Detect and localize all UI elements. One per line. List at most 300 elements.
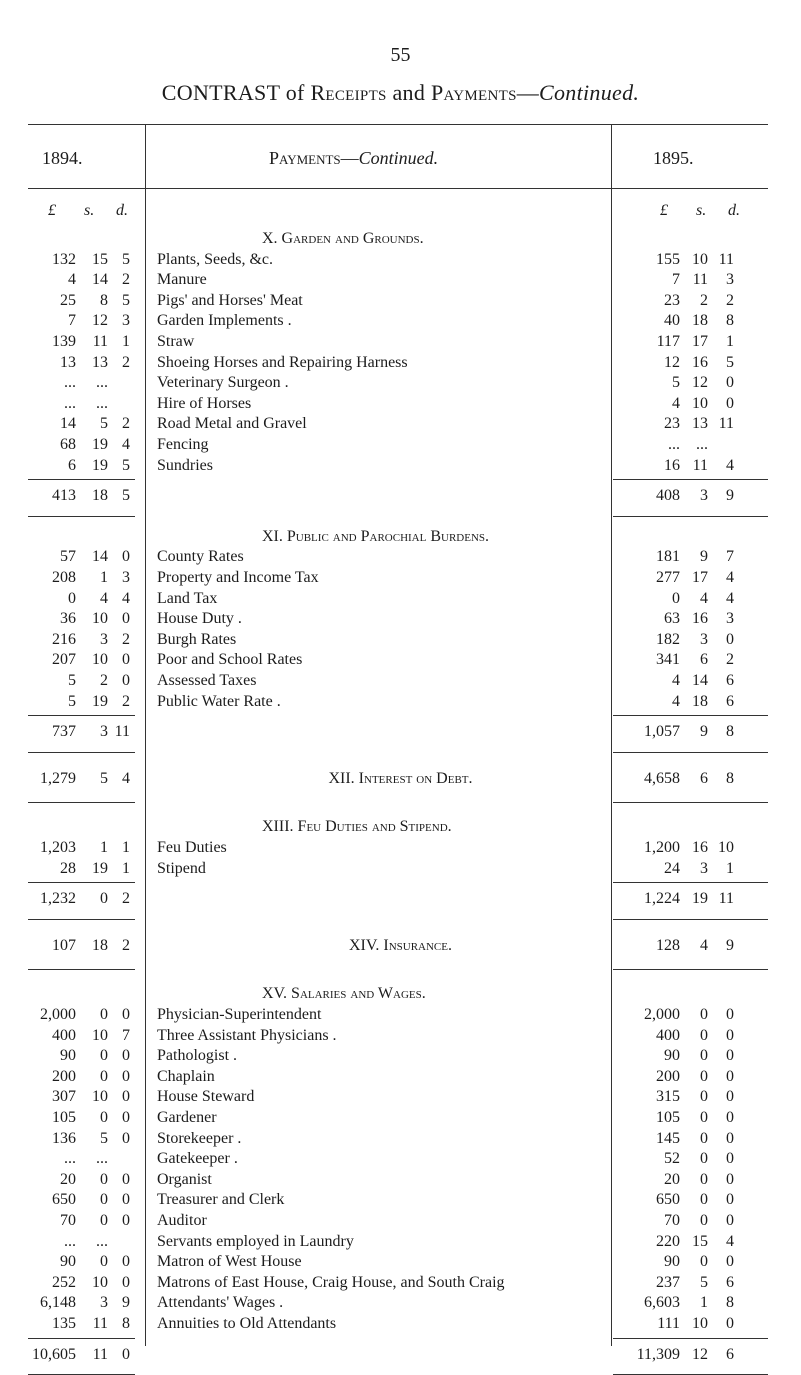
total-1894-pence: 5 [122, 487, 130, 505]
row-1894-shillings: 1 [100, 569, 108, 586]
total-1895-shillings: 19 [692, 890, 708, 908]
section-title: XII. Interest on Debt. [328, 769, 473, 787]
row-1894-shillings: 10 [92, 1026, 108, 1044]
row-1894-pence: 5 [122, 456, 130, 474]
total-1894-pounds: 413 [52, 487, 76, 505]
row-label: Stipend [157, 859, 206, 877]
total-rule-1895 [613, 802, 768, 803]
row-1895-pounds: 90 [664, 1047, 680, 1065]
total-rule-1894 [28, 969, 135, 970]
total-rule-1895 [613, 969, 768, 970]
row-1894-pence: 7 [122, 1026, 130, 1044]
row-label: Manure [157, 271, 207, 289]
row-label: Storekeeper . [157, 1129, 242, 1147]
row-1895-pounds: 16 [664, 456, 680, 474]
row-1894-pounds: 6,148 [40, 1294, 76, 1312]
row-1894-shillings: 0 [100, 1006, 108, 1023]
section-title: XV. Salaries and Wages. [262, 985, 426, 1003]
row-1894-pence: 3 [122, 312, 130, 330]
page-title: CONTRAST of Receipts and Payments—Continued. [161, 80, 640, 105]
row-label: Servants employed in Laundry [157, 1232, 354, 1250]
row-1894-pounds: 400 [52, 1026, 76, 1044]
row-1894-pence: 4 [122, 436, 130, 453]
row-1895-shillings: 16 [692, 839, 708, 856]
row-1895-shillings: 18 [692, 692, 708, 710]
row-1895-pence: 0 [726, 1006, 734, 1023]
row-1895-shillings: 5 [700, 1273, 708, 1291]
row-1895-pounds: 4 [672, 672, 680, 689]
row-1894-shillings: 5 [100, 1129, 108, 1147]
row-1894-shillings: 8 [100, 291, 108, 309]
row-1895-pence: 0 [726, 394, 734, 412]
row-label: Land Tax [157, 589, 218, 607]
row-1895-pence: 2 [726, 651, 734, 669]
row-1894-shillings: ... [96, 374, 108, 392]
row-1895-pence: 0 [726, 1026, 734, 1044]
row-1894-shillings: 1 [100, 839, 108, 856]
section-title: XI. Public and Parochial Burdens. [262, 527, 490, 545]
section-title: X. Garden and Grounds. [262, 230, 424, 247]
total-rule-1894 [28, 479, 135, 480]
row-1894-pence: 0 [122, 1109, 130, 1126]
row-1894-pounds: 132 [52, 250, 76, 268]
total-1895-shillings: 12 [692, 1345, 708, 1363]
row-1895-pounds: 400 [656, 1026, 680, 1044]
total-1895-pounds: 408 [656, 487, 680, 505]
row-1894-pounds: 105 [52, 1109, 76, 1126]
row-1894-shillings: ... [96, 394, 108, 412]
row-1894-shillings: 11 [92, 333, 108, 350]
row-1895-pence: 0 [726, 1253, 734, 1271]
row-1895-pounds: 155 [656, 250, 680, 268]
row-1894-shillings: 14 [92, 548, 108, 566]
row-1895-pence: 0 [726, 630, 734, 648]
row-1895-shillings: 10 [692, 394, 708, 412]
row-1895-shillings: 0 [700, 1109, 708, 1126]
total-1894-shillings: 5 [100, 769, 108, 787]
row-1895-pounds: 5 [672, 374, 680, 392]
header-1894: 1894. [42, 148, 83, 168]
row-1895-pence: 0 [726, 1047, 734, 1065]
row-1895-shillings: 2 [700, 291, 708, 309]
row-1894-pence: 8 [122, 1315, 130, 1332]
total-rule-1894 [28, 882, 135, 883]
row-1895-pounds: 24 [664, 859, 680, 877]
row-label: Shoeing Horses and Repairing Harness [157, 353, 408, 371]
row-1894-shillings: 0 [100, 1212, 108, 1229]
row-1894-pence: 1 [122, 839, 130, 856]
row-1895-pence: 6 [726, 692, 734, 710]
left-pound-label: £ [48, 202, 56, 219]
row-label: House Steward [157, 1088, 255, 1106]
total-1895-pence: 8 [726, 723, 734, 741]
row-1894-shillings: ... [96, 1150, 108, 1168]
row-1895-pence: 0 [726, 1315, 734, 1332]
total-rule-1895 [613, 1338, 768, 1339]
row-label: Plants, Seeds, &c. [157, 250, 273, 268]
row-1895-shillings: 3 [700, 859, 708, 877]
row-1894-pounds: 57 [60, 548, 76, 566]
row-label: Auditor [157, 1212, 207, 1229]
row-1895-pounds: 277 [656, 569, 680, 586]
row-1895-pence: 0 [726, 1067, 734, 1085]
row-1895-shillings: 15 [692, 1232, 708, 1250]
row-1895-shillings: 18 [692, 312, 708, 330]
row-1894-pounds: 90 [60, 1047, 76, 1065]
row-1895-pounds: 23 [664, 291, 680, 309]
row-1895-pounds: 237 [656, 1273, 680, 1291]
row-1895-pence: 1 [726, 859, 734, 877]
row-1894-pence: 9 [122, 1294, 130, 1312]
right-shilling-label: s. [696, 202, 707, 219]
row-1895-pence: 0 [726, 1191, 734, 1209]
total-1895-pence: 9 [726, 487, 734, 505]
row-1894-pence: 4 [122, 589, 130, 607]
row-1894-shillings: 3 [100, 630, 108, 648]
header-rule [28, 188, 768, 189]
row-label: Treasurer and Clerk [157, 1191, 285, 1209]
row-1894-pounds: 5 [68, 692, 76, 710]
total-1894-pence: 2 [122, 936, 130, 954]
row-1894-pounds: ... [64, 374, 76, 392]
total-1894-pence: 0 [122, 1345, 130, 1363]
row-label: Chaplain [157, 1067, 215, 1085]
row-1894-shillings: 0 [100, 1191, 108, 1209]
row-label: Gardener [157, 1109, 217, 1126]
total-1895-pounds: 11,309 [636, 1345, 680, 1363]
row-1895-pence: 4 [726, 589, 734, 607]
row-1894-shillings: 12 [92, 312, 108, 330]
row-1895-shillings: 3 [700, 630, 708, 648]
row-1894-shillings: 0 [100, 1253, 108, 1271]
total-rule-1894 [28, 516, 135, 517]
row-1895-pounds: 117 [656, 333, 680, 350]
row-1894-pounds: 135 [52, 1315, 76, 1332]
total-rule-1895 [613, 516, 768, 517]
row-label: Assessed Taxes [157, 672, 257, 689]
header-1895: 1895. [653, 148, 694, 168]
row-1894-pence: 0 [122, 651, 130, 669]
row-1894-pence: 1 [122, 859, 130, 877]
row-1895-pounds: 52 [664, 1150, 680, 1168]
row-1894-shillings: 0 [100, 1170, 108, 1188]
total-1894-shillings: 0 [100, 890, 108, 908]
row-label: Organist [157, 1170, 212, 1188]
row-1895-pence: 4 [726, 456, 734, 474]
row-1895-shillings: 13 [692, 415, 708, 433]
row-label: Gatekeeper . [157, 1150, 238, 1168]
row-1895-shillings: 11 [692, 456, 708, 474]
row-1895-shillings: 16 [692, 610, 708, 628]
row-1894-pounds: 1,203 [40, 839, 76, 856]
row-1895-shillings: 10 [692, 250, 708, 268]
row-1895-pounds: 4 [672, 394, 680, 412]
row-1894-shillings: 0 [100, 1067, 108, 1085]
row-1894-shillings: 15 [92, 250, 108, 268]
total-1895-pounds: 128 [656, 936, 680, 954]
row-label: Straw [157, 333, 195, 350]
row-label: Property and Income Tax [157, 569, 319, 586]
row-1895-pence: 0 [726, 1129, 734, 1147]
row-label: Three Assistant Physicians . [157, 1026, 337, 1044]
left-shilling-label: s. [84, 202, 95, 219]
row-1894-pence: 0 [122, 1129, 130, 1147]
row-1894-pence: 2 [122, 692, 130, 710]
row-1894-shillings: 10 [92, 1273, 108, 1291]
row-1894-pounds: 25 [60, 291, 76, 309]
row-1895-pounds: 200 [656, 1067, 680, 1085]
row-1895-shillings: 0 [700, 1212, 708, 1229]
row-1894-shillings: 19 [92, 859, 108, 877]
right-pound-label: £ [660, 202, 668, 219]
row-1894-pounds: 7 [68, 312, 76, 330]
row-1894-shillings: 19 [92, 692, 108, 710]
row-1894-shillings: 11 [92, 1315, 108, 1332]
total-1895-pounds: 4,658 [644, 769, 680, 787]
total-1894-pence: 4 [122, 769, 130, 787]
row-1894-shillings: 10 [92, 651, 108, 669]
header-payments: Payments—Continued. [269, 148, 439, 168]
total-1895-pence: 6 [726, 1345, 734, 1363]
row-label: Veterinary Surgeon . [157, 374, 289, 392]
total-1894-pounds: 737 [52, 723, 76, 741]
row-1894-pence: 3 [122, 569, 130, 586]
row-1895-pence: 7 [726, 548, 734, 566]
row-1895-pence: 8 [726, 312, 734, 330]
row-1895-pence: 0 [726, 1212, 734, 1229]
row-1894-pounds: 252 [52, 1273, 76, 1291]
total-1894-shillings: 18 [92, 936, 108, 954]
row-1895-pounds: 2,000 [644, 1006, 680, 1023]
row-label: Pigs' and Horses' Meat [157, 291, 303, 309]
row-1894-pence: 2 [122, 415, 130, 433]
row-1894-pounds: 307 [52, 1088, 76, 1106]
row-1895-shillings: 10 [692, 1315, 708, 1332]
row-1895-pence: 3 [726, 271, 734, 289]
total-1895-pence: 9 [726, 936, 734, 954]
row-label: County Rates [157, 548, 244, 566]
row-1895-shillings: 0 [700, 1150, 708, 1168]
row-1895-pence: 0 [726, 1150, 734, 1168]
row-1895-shillings: 9 [700, 548, 708, 566]
row-label: Feu Duties [157, 839, 227, 856]
row-1894-pounds: 216 [52, 630, 76, 648]
row-1895-shillings: 0 [700, 1191, 708, 1209]
row-1895-shillings: 14 [692, 672, 708, 689]
row-label: Annuities to Old Attendants [157, 1315, 337, 1332]
row-1895-shillings: 0 [700, 1026, 708, 1044]
total-rule-1894 [28, 919, 135, 920]
row-1894-pence: 0 [122, 1088, 130, 1106]
row-1895-shillings: 0 [700, 1253, 708, 1271]
row-1895-shillings: ... [696, 436, 708, 453]
total-1894-pounds: 1,279 [40, 769, 76, 787]
row-1895-pounds: 341 [656, 651, 680, 669]
row-1894-shillings: 4 [100, 589, 108, 607]
row-1894-shillings: 0 [100, 1109, 108, 1126]
row-1894-pounds: 6 [68, 456, 76, 474]
total-1894-pence: 2 [122, 890, 130, 908]
row-1895-pounds: 70 [664, 1212, 680, 1229]
total-1895-shillings: 9 [700, 723, 708, 741]
row-1895-pounds: 12 [664, 353, 680, 371]
row-1894-pence: 0 [122, 1191, 130, 1209]
row-1895-pounds: ... [668, 436, 680, 453]
total-rule-1895 [613, 919, 768, 920]
row-1895-shillings: 17 [692, 569, 708, 586]
row-1894-pounds: 28 [60, 859, 76, 877]
row-1895-pounds: 4 [672, 692, 680, 710]
total-1894-shillings: 3 [100, 723, 108, 741]
row-1894-shillings: 13 [92, 353, 108, 371]
row-label: Garden Implements . [157, 312, 292, 330]
row-1894-pounds: 200 [52, 1067, 76, 1085]
row-1895-pence: 1 [726, 333, 734, 350]
row-1895-shillings: 12 [692, 374, 708, 392]
row-1895-pence: 0 [726, 374, 734, 392]
row-1895-pence: 4 [726, 1232, 734, 1250]
total-rule-1895 [613, 479, 768, 480]
row-1894-pence: 2 [122, 630, 130, 648]
row-1894-pounds: 14 [60, 415, 76, 433]
row-1894-shillings: 0 [100, 1047, 108, 1065]
row-1895-shillings: 0 [700, 1067, 708, 1085]
section-title: XIII. Feu Duties and Stipend. [262, 818, 452, 836]
total-1895-shillings: 3 [700, 487, 708, 505]
row-1894-pounds: ... [64, 394, 76, 412]
total-rule-1894 [28, 752, 135, 753]
row-1894-pence: 0 [122, 1212, 130, 1229]
page-number: 55 [390, 44, 411, 66]
row-1894-shillings: 19 [92, 456, 108, 474]
row-label: Matron of West House [157, 1253, 302, 1271]
row-label: Burgh Rates [157, 630, 237, 648]
row-1894-pounds: 650 [52, 1191, 76, 1209]
row-1895-pounds: 182 [656, 630, 680, 648]
row-1894-pounds: 207 [52, 651, 76, 669]
row-1894-pounds: 136 [52, 1129, 76, 1147]
row-1894-pounds: ... [64, 1150, 76, 1168]
row-1895-pence: 2 [726, 291, 734, 309]
row-1894-pence: 0 [122, 1067, 130, 1085]
row-1894-pence: 0 [122, 1273, 130, 1291]
row-1895-pounds: 7 [672, 271, 680, 289]
total-1894-pounds: 107 [52, 936, 76, 954]
row-1895-pence: 10 [718, 839, 734, 856]
row-1895-pence: 5 [726, 353, 734, 371]
left-divider [145, 124, 146, 1346]
total-rule-1895 [613, 752, 768, 753]
row-1895-pounds: 220 [656, 1232, 680, 1250]
row-1895-pence: 6 [726, 672, 734, 689]
row-1895-pounds: 0 [672, 589, 680, 607]
total-1894-pounds: 10,605 [32, 1345, 76, 1363]
row-1895-pounds: 6,603 [644, 1294, 680, 1312]
row-1895-shillings: 0 [700, 1129, 708, 1147]
row-1894-pence: 0 [122, 610, 130, 628]
row-1894-shillings: ... [96, 1232, 108, 1250]
total-1894-shillings: 18 [92, 487, 108, 505]
row-1895-pence: 3 [726, 610, 734, 628]
row-label: Matrons of East House, Craig House, and South Craig [157, 1273, 505, 1291]
total-rule-1895 [613, 715, 768, 716]
row-1895-pounds: 20 [664, 1170, 680, 1188]
row-label: Attendants' Wages . [157, 1294, 284, 1312]
right-pence-label: d. [728, 202, 740, 219]
row-1894-pence: 1 [122, 333, 130, 350]
row-1895-pounds: 145 [656, 1129, 680, 1147]
section-title: XIV. Insurance. [349, 936, 452, 954]
total-1895-pounds: 1,224 [644, 890, 680, 908]
total-1894-shillings: 11 [92, 1345, 108, 1363]
row-1895-pounds: 111 [657, 1315, 680, 1332]
total-1895-pounds: 1,057 [644, 723, 680, 741]
row-1894-pounds: 70 [60, 1212, 76, 1229]
total-1895-pence: 8 [726, 769, 734, 787]
row-1895-shillings: 1 [700, 1294, 708, 1312]
total-rule-1894 [28, 802, 135, 803]
row-1894-pounds: ... [64, 1232, 76, 1250]
row-1894-pounds: 2,000 [40, 1006, 76, 1023]
row-1894-shillings: 19 [92, 436, 108, 453]
row-1895-pence: 4 [726, 569, 734, 586]
row-1895-shillings: 0 [700, 1047, 708, 1065]
row-1894-shillings: 14 [92, 271, 108, 289]
row-1894-pounds: 90 [60, 1253, 76, 1271]
row-1894-pence: 5 [122, 250, 130, 268]
row-1894-pence: 2 [122, 271, 130, 289]
row-label: Public Water Rate . [157, 692, 281, 710]
total-1894-pence: 11 [114, 723, 130, 741]
row-1895-pounds: 315 [656, 1088, 680, 1106]
row-1894-shillings: 10 [92, 610, 108, 628]
row-1895-shillings: 0 [700, 1170, 708, 1188]
row-1894-pounds: 139 [52, 333, 76, 350]
row-1894-shillings: 3 [100, 1294, 108, 1312]
row-1895-pence: 11 [718, 415, 734, 433]
row-1894-pence: 2 [122, 353, 130, 371]
row-1895-pounds: 23 [664, 415, 680, 433]
total-rule-1894 [28, 1338, 135, 1339]
row-1895-shillings: 0 [700, 1088, 708, 1106]
row-1895-pounds: 90 [664, 1253, 680, 1271]
row-1894-pounds: 4 [68, 271, 76, 289]
row-label: House Duty . [157, 610, 242, 628]
row-1895-pence: 6 [726, 1273, 734, 1291]
row-1895-shillings: 17 [692, 333, 708, 350]
total-1894-pounds: 1,232 [40, 890, 76, 908]
row-label: Sundries [157, 456, 213, 474]
row-label: Pathologist . [157, 1047, 238, 1065]
row-1894-pounds: 36 [60, 610, 76, 628]
row-1895-pounds: 63 [664, 610, 680, 628]
total-rule-1895 [613, 882, 768, 883]
row-1895-pounds: 181 [656, 548, 680, 566]
row-1895-shillings: 11 [692, 271, 708, 289]
row-label: Fencing [157, 436, 209, 453]
row-1894-shillings: 2 [100, 672, 108, 689]
row-1894-pence: 0 [122, 1006, 130, 1023]
row-1895-pence: 0 [726, 1109, 734, 1126]
row-1894-shillings: 5 [100, 415, 108, 433]
row-label: Road Metal and Gravel [157, 415, 307, 433]
row-1894-pence: 0 [122, 672, 130, 689]
row-1895-shillings: 16 [692, 353, 708, 371]
row-1895-pounds: 40 [664, 312, 680, 330]
row-1895-pounds: 1,200 [644, 839, 680, 856]
row-1894-pounds: 0 [68, 589, 76, 607]
total-1895-shillings: 4 [700, 936, 708, 954]
